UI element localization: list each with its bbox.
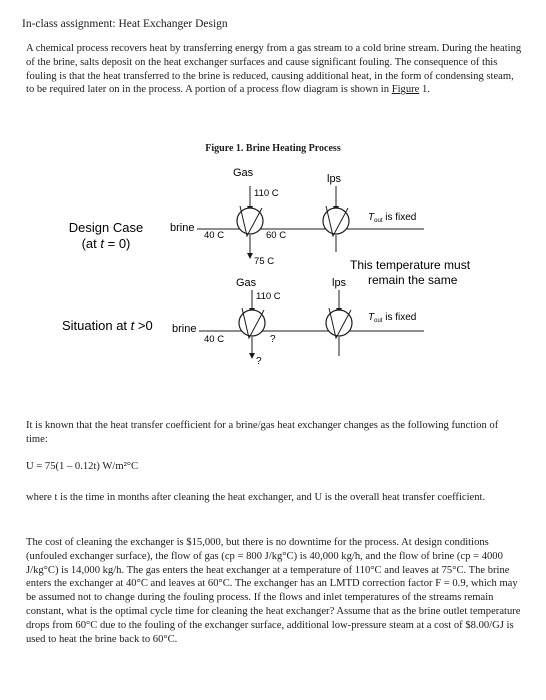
- temperature-note-line1: This temperature must: [350, 258, 471, 272]
- brine-inlet-temp-2: 40 C: [204, 334, 225, 345]
- lps-label: lps: [327, 173, 342, 185]
- gas-label: Gas: [233, 167, 254, 179]
- definition-paragraph: where t is the time in months after cleaning the heat exchanger, and U is the overall heat transfer coefficient.: [26, 492, 486, 503]
- heat-transfer-paragraph: It is known that the heat transfer coefficient for a brine/gas heat exchanger changes as the following function of time:: [26, 420, 499, 445]
- figure-caption: Figure 1. Brine Heating Process: [205, 143, 341, 154]
- intro-text: A chemical process recovers heat by transferring energy from a gas stream to a cold brine stream. During the heating of the brine, salts deposit on the heat exchanger surfaces and cause significant fouling. The consequence of this fouling is that the heat transferred to the brine is reduced, causing additional heat, in the form of condensing steam, to be required later on in the process. A portion of a process flow diagram is shown in: [26, 43, 522, 96]
- brine-inlet-temp: 40 C: [204, 230, 225, 241]
- design-case-time: (at t = 0): [81, 236, 131, 251]
- gas-outlet-temp: 75 C: [254, 256, 275, 267]
- intro-end: 1.: [419, 84, 430, 96]
- brine-inlet-label: brine: [170, 222, 195, 234]
- problem-paragraph: The cost of cleaning the exchanger is $15,000, but there is no downtime for the process. At design conditions (unfouled exchanger surface), the flow of gas (cp = 800 J/kg°C) is 40,000 kg/h, and the flow of brine (cp = 4000 J/kg°C) is 14,000 kg/h. The gas enters the heat exchanger at a temperature of 110°C and leaves at 75°C. The brine enters the exchanger at 40°C and leaves at 60°C. The exchanger has an LMTD correction factor F = 0.9, which may be assumed not to change during the fouling process. If the flows and inlet temperatures of the streams remain constant, what is the optimal cycle time for cleaning the heat exchanger? Assume that as the brine outlet temperature drops from 60°C due to the fouling of the exchanger surface, additional low-pressure steam at a cost of $8.00/GJ is used to heat the brine back to 60°C.: [26, 537, 521, 645]
- lps-label-2: lps: [332, 277, 347, 289]
- brine-outlet-unknown: ?: [270, 334, 276, 345]
- design-case-row: [69, 167, 424, 267]
- heat-transfer-equation: U = 75(1 – 0.12t) W/m²°C: [26, 461, 139, 472]
- brine-inlet-label-2: brine: [172, 323, 197, 335]
- assignment-title: In-class assignment: Heat Exchanger Design: [22, 18, 228, 30]
- gas-inlet-temp: 110 C: [254, 188, 279, 199]
- temperature-note-line2: remain the same: [368, 273, 458, 287]
- fouled-case-row: [62, 277, 424, 367]
- design-case-label: Design Case: [68, 220, 144, 235]
- gas-inlet-temp-2: 110 C: [256, 291, 281, 302]
- tout-fixed-label-2: $T_{out}$ is fixed: [368, 312, 417, 324]
- figure-reference-link[interactable]: Figure: [391, 84, 420, 96]
- gas-outlet-unknown: ?: [256, 356, 262, 367]
- tout-fixed-label: $T_{out}$ is fixed: [368, 212, 417, 224]
- situation-label: Situation at t >0: [62, 318, 153, 333]
- brine-outlet-temp: 60 C: [266, 230, 287, 241]
- gas-label-2: Gas: [236, 277, 257, 289]
